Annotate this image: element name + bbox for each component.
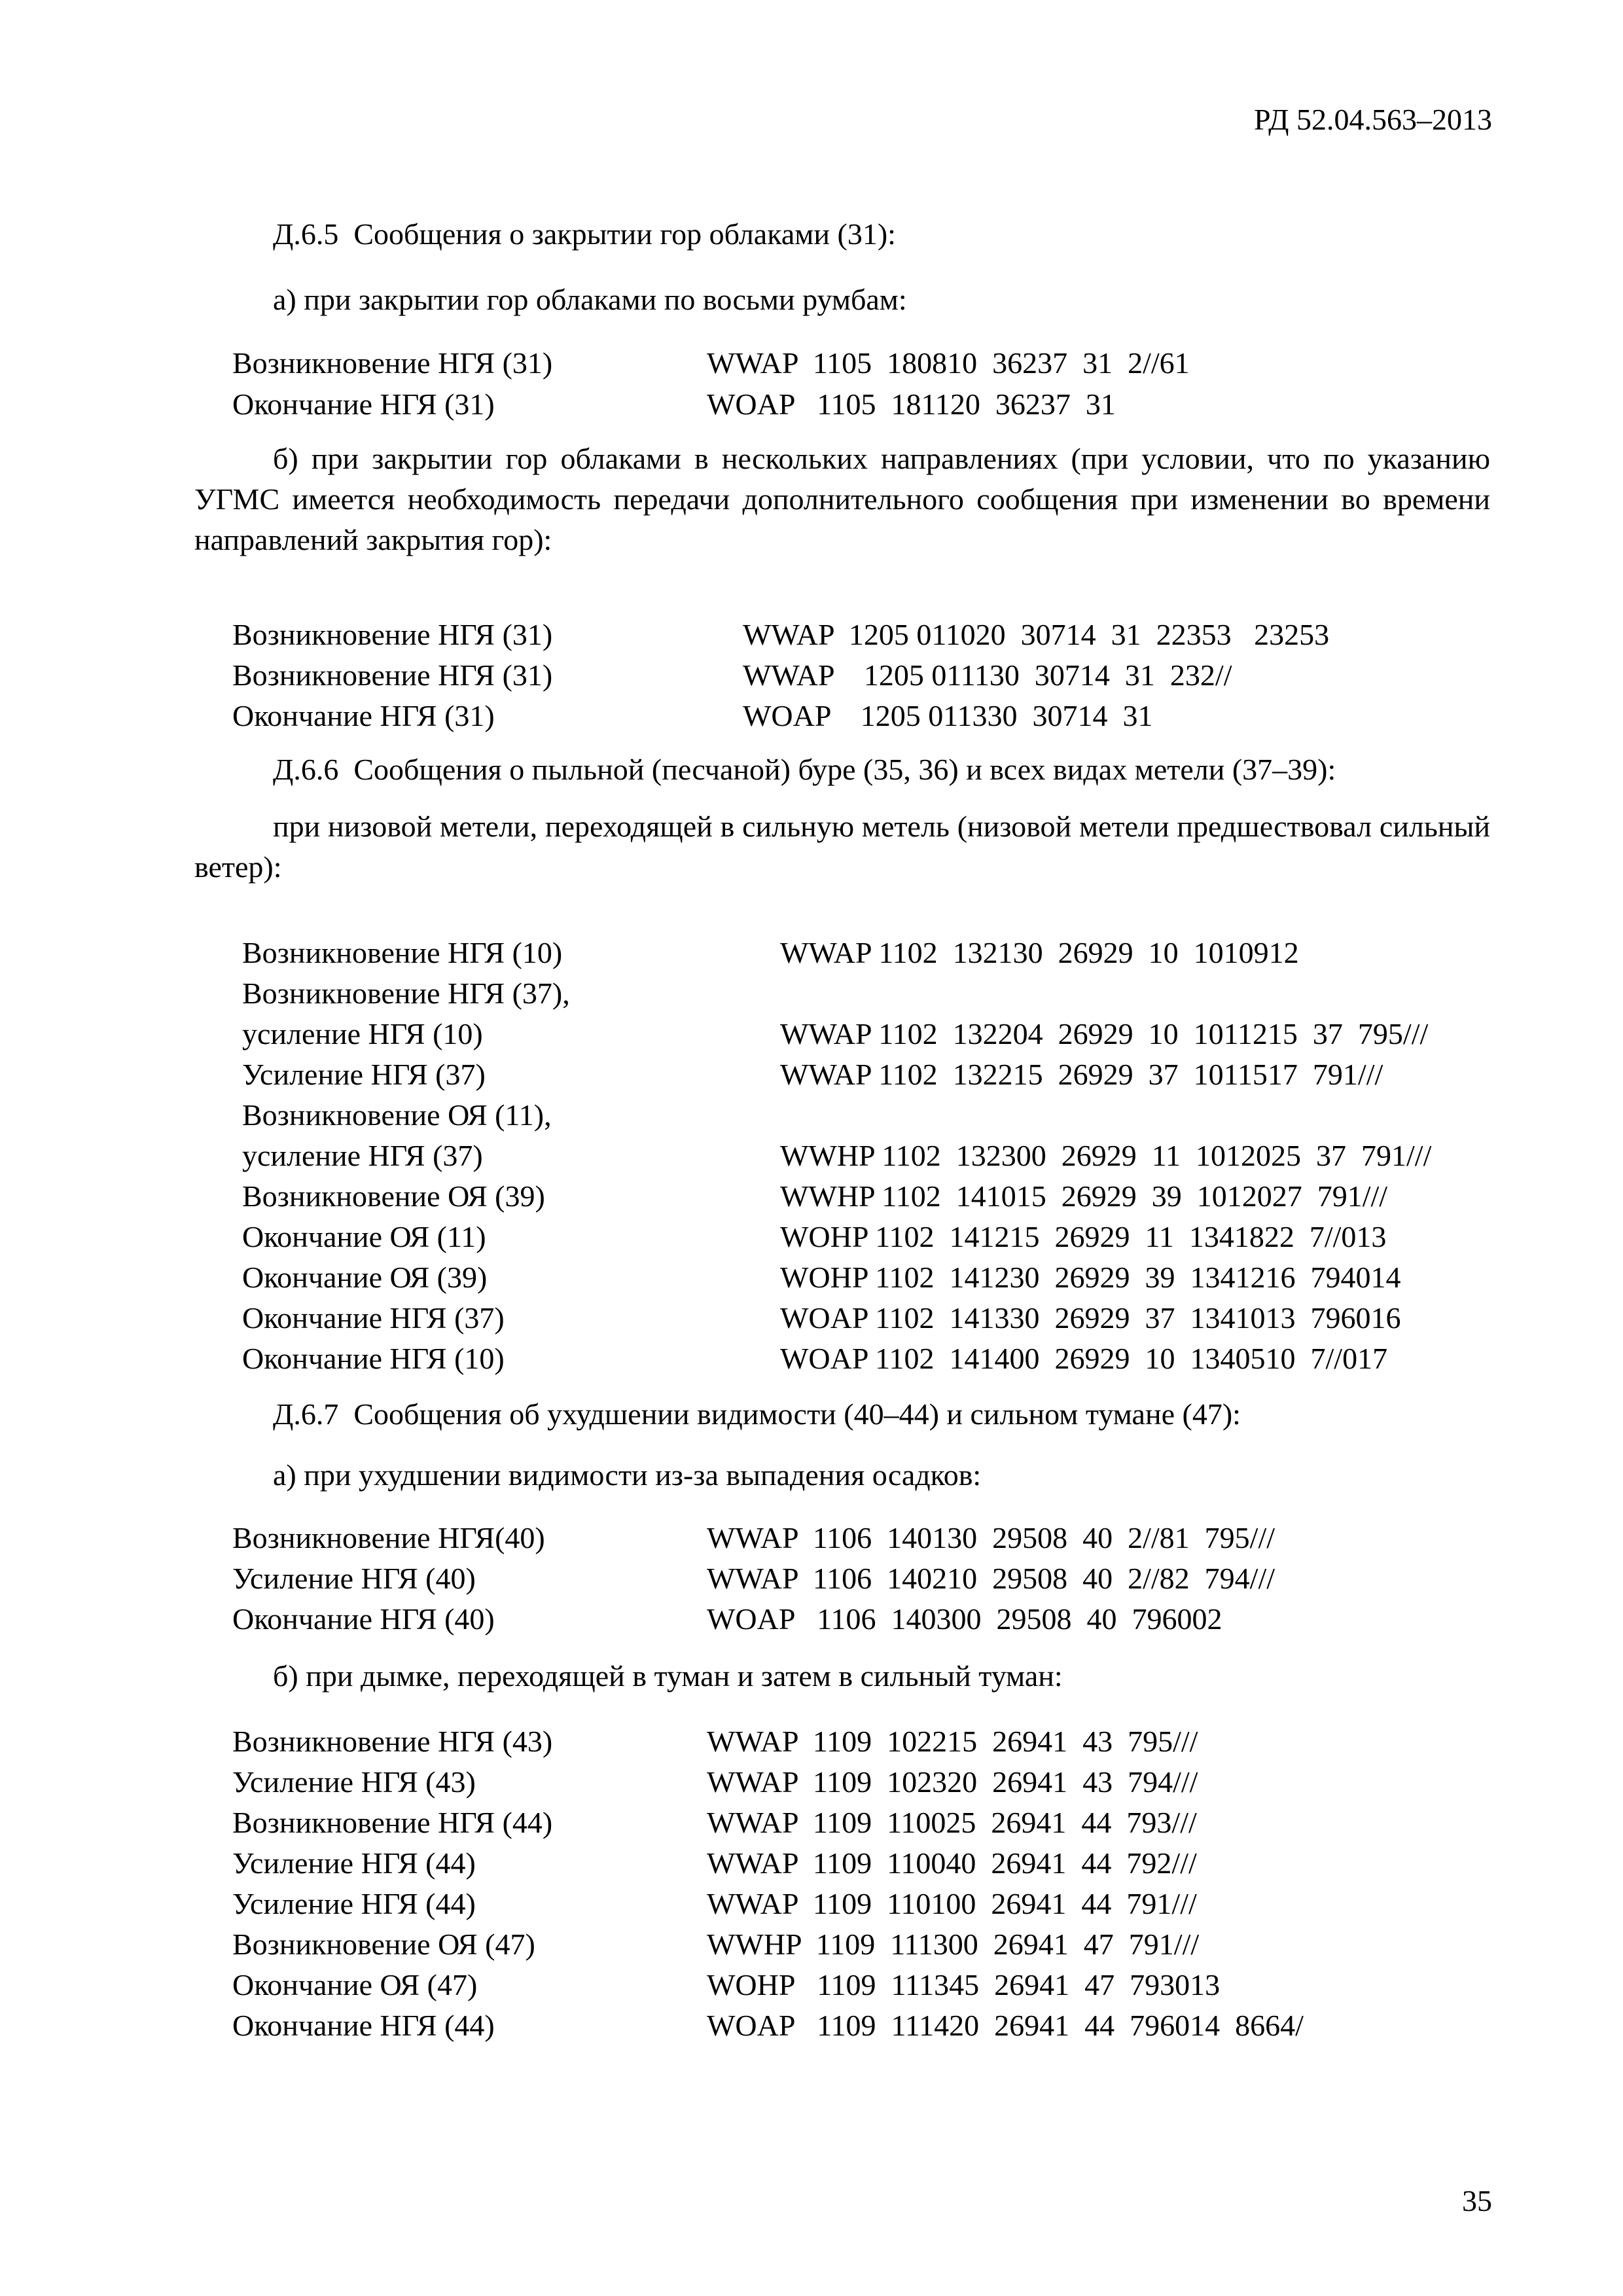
row-label: Возникновение ОЯ (39) (242, 1179, 545, 1213)
row-code: WWHP 1102 141015 26929 39 1012027 791/// (780, 1179, 1388, 1213)
row-label: Возникновение ОЯ (11), (242, 1098, 552, 1132)
row-label: Усиление НГЯ (44) (232, 1846, 476, 1880)
row-label: Возникновение НГЯ (31) (232, 618, 553, 651)
row-label: Окончание НГЯ (37) (242, 1301, 505, 1335)
row-code: WOAP 1109 111420 26941 44 796014 8664/ (707, 2009, 1304, 2042)
row-code: WWHP 1102 132300 26929 11 1012025 37 791/// (780, 1139, 1432, 1172)
row-label: Возникновение НГЯ(40) (232, 1521, 545, 1554)
section-title-d67: Д.6.7 Сообщения об ухудшении видимости (40–44) и сильном тумане (47): (273, 1397, 1241, 1431)
row-code: WWAP 1102 132204 26929 10 1011215 37 795/// (780, 1017, 1429, 1050)
row-code: WWAP 1205 011020 30714 31 22353 23253 (743, 618, 1330, 651)
row-code: WWAP 1102 132130 26929 10 1010912 (780, 936, 1299, 969)
row-code: WWAP 1109 110040 26941 44 792/// (707, 1846, 1197, 1880)
row-label: Усиление НГЯ (37) (242, 1058, 486, 1091)
row-label: Возникновение НГЯ (31) (232, 658, 553, 692)
row-label: Возникновение НГЯ (43) (232, 1725, 553, 1758)
row-label: Возникновение НГЯ (37), (242, 977, 570, 1010)
section-title-d66: Д.6.6 Сообщения о пыльной (песчаной) буре (35, 36) и всех видах метели (37–39): (273, 753, 1336, 786)
item-b-d67: б) при дымке, переходящей в туман и затем в сильный туман: (273, 1659, 1063, 1693)
row-code: WOAP 1105 181120 36237 31 (707, 387, 1116, 421)
row-label: Окончание ОЯ (11) (242, 1220, 486, 1253)
document-header: РД 52.04.563–2013 (1253, 103, 1492, 136)
row-label: Усиление НГЯ (44) (232, 1887, 476, 1920)
row-label: Окончание НГЯ (10) (242, 1342, 505, 1375)
row-code: WWAP 1109 110100 26941 44 791/// (707, 1887, 1197, 1920)
row-label: Окончание НГЯ (40) (232, 1602, 495, 1636)
row-label: Возникновение ОЯ (47) (232, 1928, 535, 1961)
row-label: Усиление НГЯ (43) (232, 1765, 476, 1799)
row-label: Усиление НГЯ (40) (232, 1562, 476, 1595)
row-code: WWHP 1109 111300 26941 47 791/// (707, 1928, 1200, 1961)
row-code: WOHP 1102 141230 26929 39 1341216 794014 (780, 1261, 1401, 1294)
row-code: WWAP 1109 102320 26941 43 794/// (707, 1765, 1198, 1799)
intro-d66: при низовой метели, переходящей в сильную метель (низовой метели предшествовал сильный ветер): (194, 810, 1490, 884)
row-label: усиление НГЯ (10) (242, 1017, 483, 1050)
row-label: Возникновение НГЯ (31) (232, 346, 553, 380)
row-code: WWAP 1109 110025 26941 44 793/// (707, 1806, 1197, 1839)
row-label: усиление НГЯ (37) (242, 1139, 483, 1172)
row-label: Окончание НГЯ (31) (232, 387, 495, 421)
row-code: WOAP 1106 140300 29508 40 796002 (707, 1602, 1222, 1636)
row-code: WWAP 1106 140210 29508 40 2//82 794/// (707, 1562, 1275, 1595)
row-code: WWAP 1205 011130 30714 31 232// (743, 658, 1232, 692)
row-code: WOHP 1109 111345 26941 47 793013 (707, 1968, 1221, 2001)
page-number: 35 (1462, 2184, 1492, 2217)
row-code: WWAP 1105 180810 36237 31 2//61 (707, 346, 1190, 380)
item-a-d67: а) при ухудшении видимости из-за выпадения осадков: (273, 1458, 982, 1492)
row-label: Возникновение НГЯ (10) (242, 936, 563, 969)
row-code: WWAP 1102 132215 26929 37 1011517 791/// (780, 1058, 1383, 1091)
item-b-d65: б) при закрытии гор облаками в нескольких направлениях (при условии, что по указанию УГМС имеется необходимость передачи дополнительного сообщения при изменении во времени направлений закрытия гор): (194, 442, 1490, 556)
row-code: WOHP 1102 141215 26929 11 1341822 7//013 (780, 1220, 1387, 1253)
row-code: WOAP 1205 011330 30714 31 (743, 699, 1153, 732)
row-label: Окончание НГЯ (31) (232, 699, 495, 732)
row-label: Окончание НГЯ (44) (232, 2009, 495, 2042)
item-a-d65: а) при закрытии гор облаками по восьми румбам: (273, 283, 907, 316)
row-label: Окончание ОЯ (47) (232, 1968, 478, 2001)
row-label: Возникновение НГЯ (44) (232, 1806, 553, 1839)
section-title-d65: Д.6.5 Сообщения о закрытии гор облаками (31): (273, 217, 896, 251)
row-code: WWAP 1106 140130 29508 40 2//81 795/// (707, 1521, 1275, 1554)
row-label: Окончание ОЯ (39) (242, 1261, 488, 1294)
row-code: WOAP 1102 141400 26929 10 1340510 7//017 (780, 1342, 1388, 1375)
row-code: WWAP 1109 102215 26941 43 795/// (707, 1725, 1198, 1758)
row-code: WOAP 1102 141330 26929 37 1341013 796016 (780, 1301, 1401, 1335)
